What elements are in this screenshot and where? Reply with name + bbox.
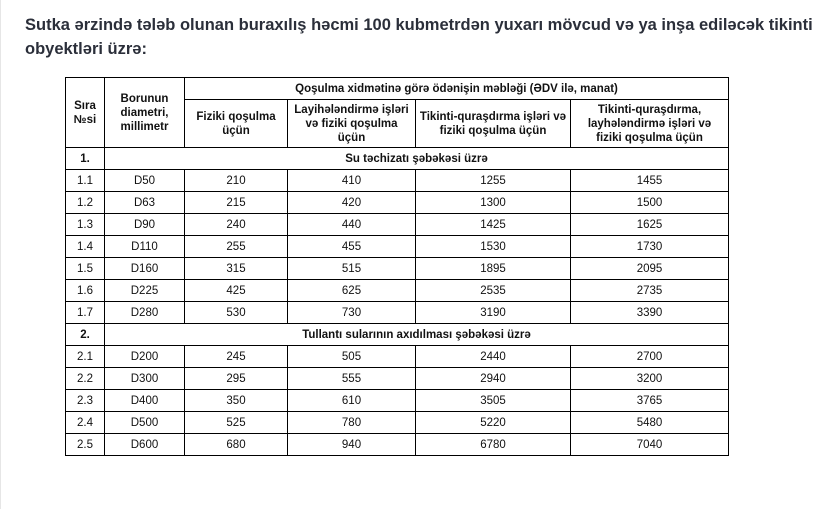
fee-value: 1730: [571, 236, 729, 258]
fee-value: 1455: [571, 170, 729, 192]
table-row: [66, 302, 729, 324]
section-title: Tullantı sularının axıdılması şəbəkəsi üzrə: [105, 324, 729, 346]
fee-value: 215: [185, 192, 288, 214]
header-sira: Sıra №si: [66, 78, 105, 148]
row-diameter: D400: [105, 390, 185, 412]
fee-value: 5220: [416, 412, 571, 434]
fee-value: 940: [288, 434, 416, 456]
row-diameter: D110: [105, 236, 185, 258]
fee-value: 7040: [571, 434, 729, 456]
section-row: [66, 148, 729, 170]
fee-value: 530: [185, 302, 288, 324]
section-row: [66, 324, 729, 346]
header-col-design-physical: Layihələndirmə işləri və fiziki qoşulma üçün: [288, 100, 416, 148]
fee-value: 505: [288, 346, 416, 368]
fee-value: 525: [185, 412, 288, 434]
fee-value: 5480: [571, 412, 729, 434]
table-row: [66, 280, 729, 302]
fee-value: 2440: [416, 346, 571, 368]
fee-value: 555: [288, 368, 416, 390]
fee-value: 210: [185, 170, 288, 192]
row-diameter: D280: [105, 302, 185, 324]
table-row: [66, 368, 729, 390]
row-number: 1.4: [66, 236, 105, 258]
table-row: [66, 192, 729, 214]
fee-value: 410: [288, 170, 416, 192]
fee-value: 1425: [416, 214, 571, 236]
fee-value: 455: [288, 236, 416, 258]
page-left-border: [0, 0, 1, 509]
fee-value: 610: [288, 390, 416, 412]
fee-value: 295: [185, 368, 288, 390]
fee-value: 2735: [571, 280, 729, 302]
fee-value: 3505: [416, 390, 571, 412]
fee-value: 3190: [416, 302, 571, 324]
fee-value: 1255: [416, 170, 571, 192]
fee-value: 6780: [416, 434, 571, 456]
table-header: [66, 78, 729, 148]
header-fee-group: Qoşulma xidmətinə görə ödənişin məbləği (ƏDV ilə, manat): [185, 78, 729, 100]
fee-value: 3200: [571, 368, 729, 390]
table-body: [66, 148, 729, 456]
row-number: 1.6: [66, 280, 105, 302]
fee-value: 245: [185, 346, 288, 368]
table-row: [66, 346, 729, 368]
fee-value: 350: [185, 390, 288, 412]
row-diameter: D225: [105, 280, 185, 302]
fee-value: 1500: [571, 192, 729, 214]
header-col-construction-physical: Tikinti-quraşdırma işləri və fiziki qoşulma üçün: [416, 100, 571, 148]
row-diameter: D63: [105, 192, 185, 214]
row-number: 1.1: [66, 170, 105, 192]
section-title: Su təchizatı şəbəkəsi üzrə: [105, 148, 729, 170]
header-diameter: Borunun diametri, millimetr: [105, 78, 185, 148]
row-diameter: D50: [105, 170, 185, 192]
fee-value: 240: [185, 214, 288, 236]
table-row: [66, 412, 729, 434]
row-number: 1.5: [66, 258, 105, 280]
table-row: [66, 258, 729, 280]
row-diameter: D600: [105, 434, 185, 456]
table-row: [66, 434, 729, 456]
fee-value: 2535: [416, 280, 571, 302]
fee-value: 680: [185, 434, 288, 456]
row-diameter: D90: [105, 214, 185, 236]
fee-value: 3765: [571, 390, 729, 412]
fee-value: 3390: [571, 302, 729, 324]
fee-value: 420: [288, 192, 416, 214]
fee-value: 2940: [416, 368, 571, 390]
row-diameter: D160: [105, 258, 185, 280]
fee-value: 1895: [416, 258, 571, 280]
header-col-construction-design-physical: Tikinti-quraşdırma, layhələndirmə işləri və fiziki qoşulma üçün: [571, 100, 729, 148]
row-diameter: D500: [105, 412, 185, 434]
row-number: 2.3: [66, 390, 105, 412]
row-number: 2.4: [66, 412, 105, 434]
table-row: [66, 390, 729, 412]
fee-value: 515: [288, 258, 416, 280]
fee-value: 1625: [571, 214, 729, 236]
row-number: 2.5: [66, 434, 105, 456]
table-row: [66, 214, 729, 236]
row-diameter: D300: [105, 368, 185, 390]
page-heading: Sutka ərzində tələb olunan buraxılış həcmi 100 kubmetrdən yuxarı mövcud və ya inşa ediləcək tikinti obyektləri üzrə:: [25, 16, 813, 58]
fee-value: 425: [185, 280, 288, 302]
row-number: 1.2: [66, 192, 105, 214]
row-number: 2.1: [66, 346, 105, 368]
fee-value: 2700: [571, 346, 729, 368]
fee-value: 440: [288, 214, 416, 236]
fee-value: 625: [288, 280, 416, 302]
row-number: 2.2: [66, 368, 105, 390]
row-number: 1.3: [66, 214, 105, 236]
fee-value: 255: [185, 236, 288, 258]
row-diameter: D200: [105, 346, 185, 368]
connection-fee-table: [65, 77, 729, 456]
fee-value: 1530: [416, 236, 571, 258]
table-row: [66, 236, 729, 258]
section-number: 2.: [66, 324, 105, 346]
fee-value: 1300: [416, 192, 571, 214]
fee-value: 780: [288, 412, 416, 434]
header-col-physical: Fiziki qoşulma üçün: [185, 100, 288, 148]
fee-value: 315: [185, 258, 288, 280]
fee-value: 730: [288, 302, 416, 324]
fee-value: 2095: [571, 258, 729, 280]
section-number: 1.: [66, 148, 105, 170]
row-number: 1.7: [66, 302, 105, 324]
table-row: [66, 170, 729, 192]
